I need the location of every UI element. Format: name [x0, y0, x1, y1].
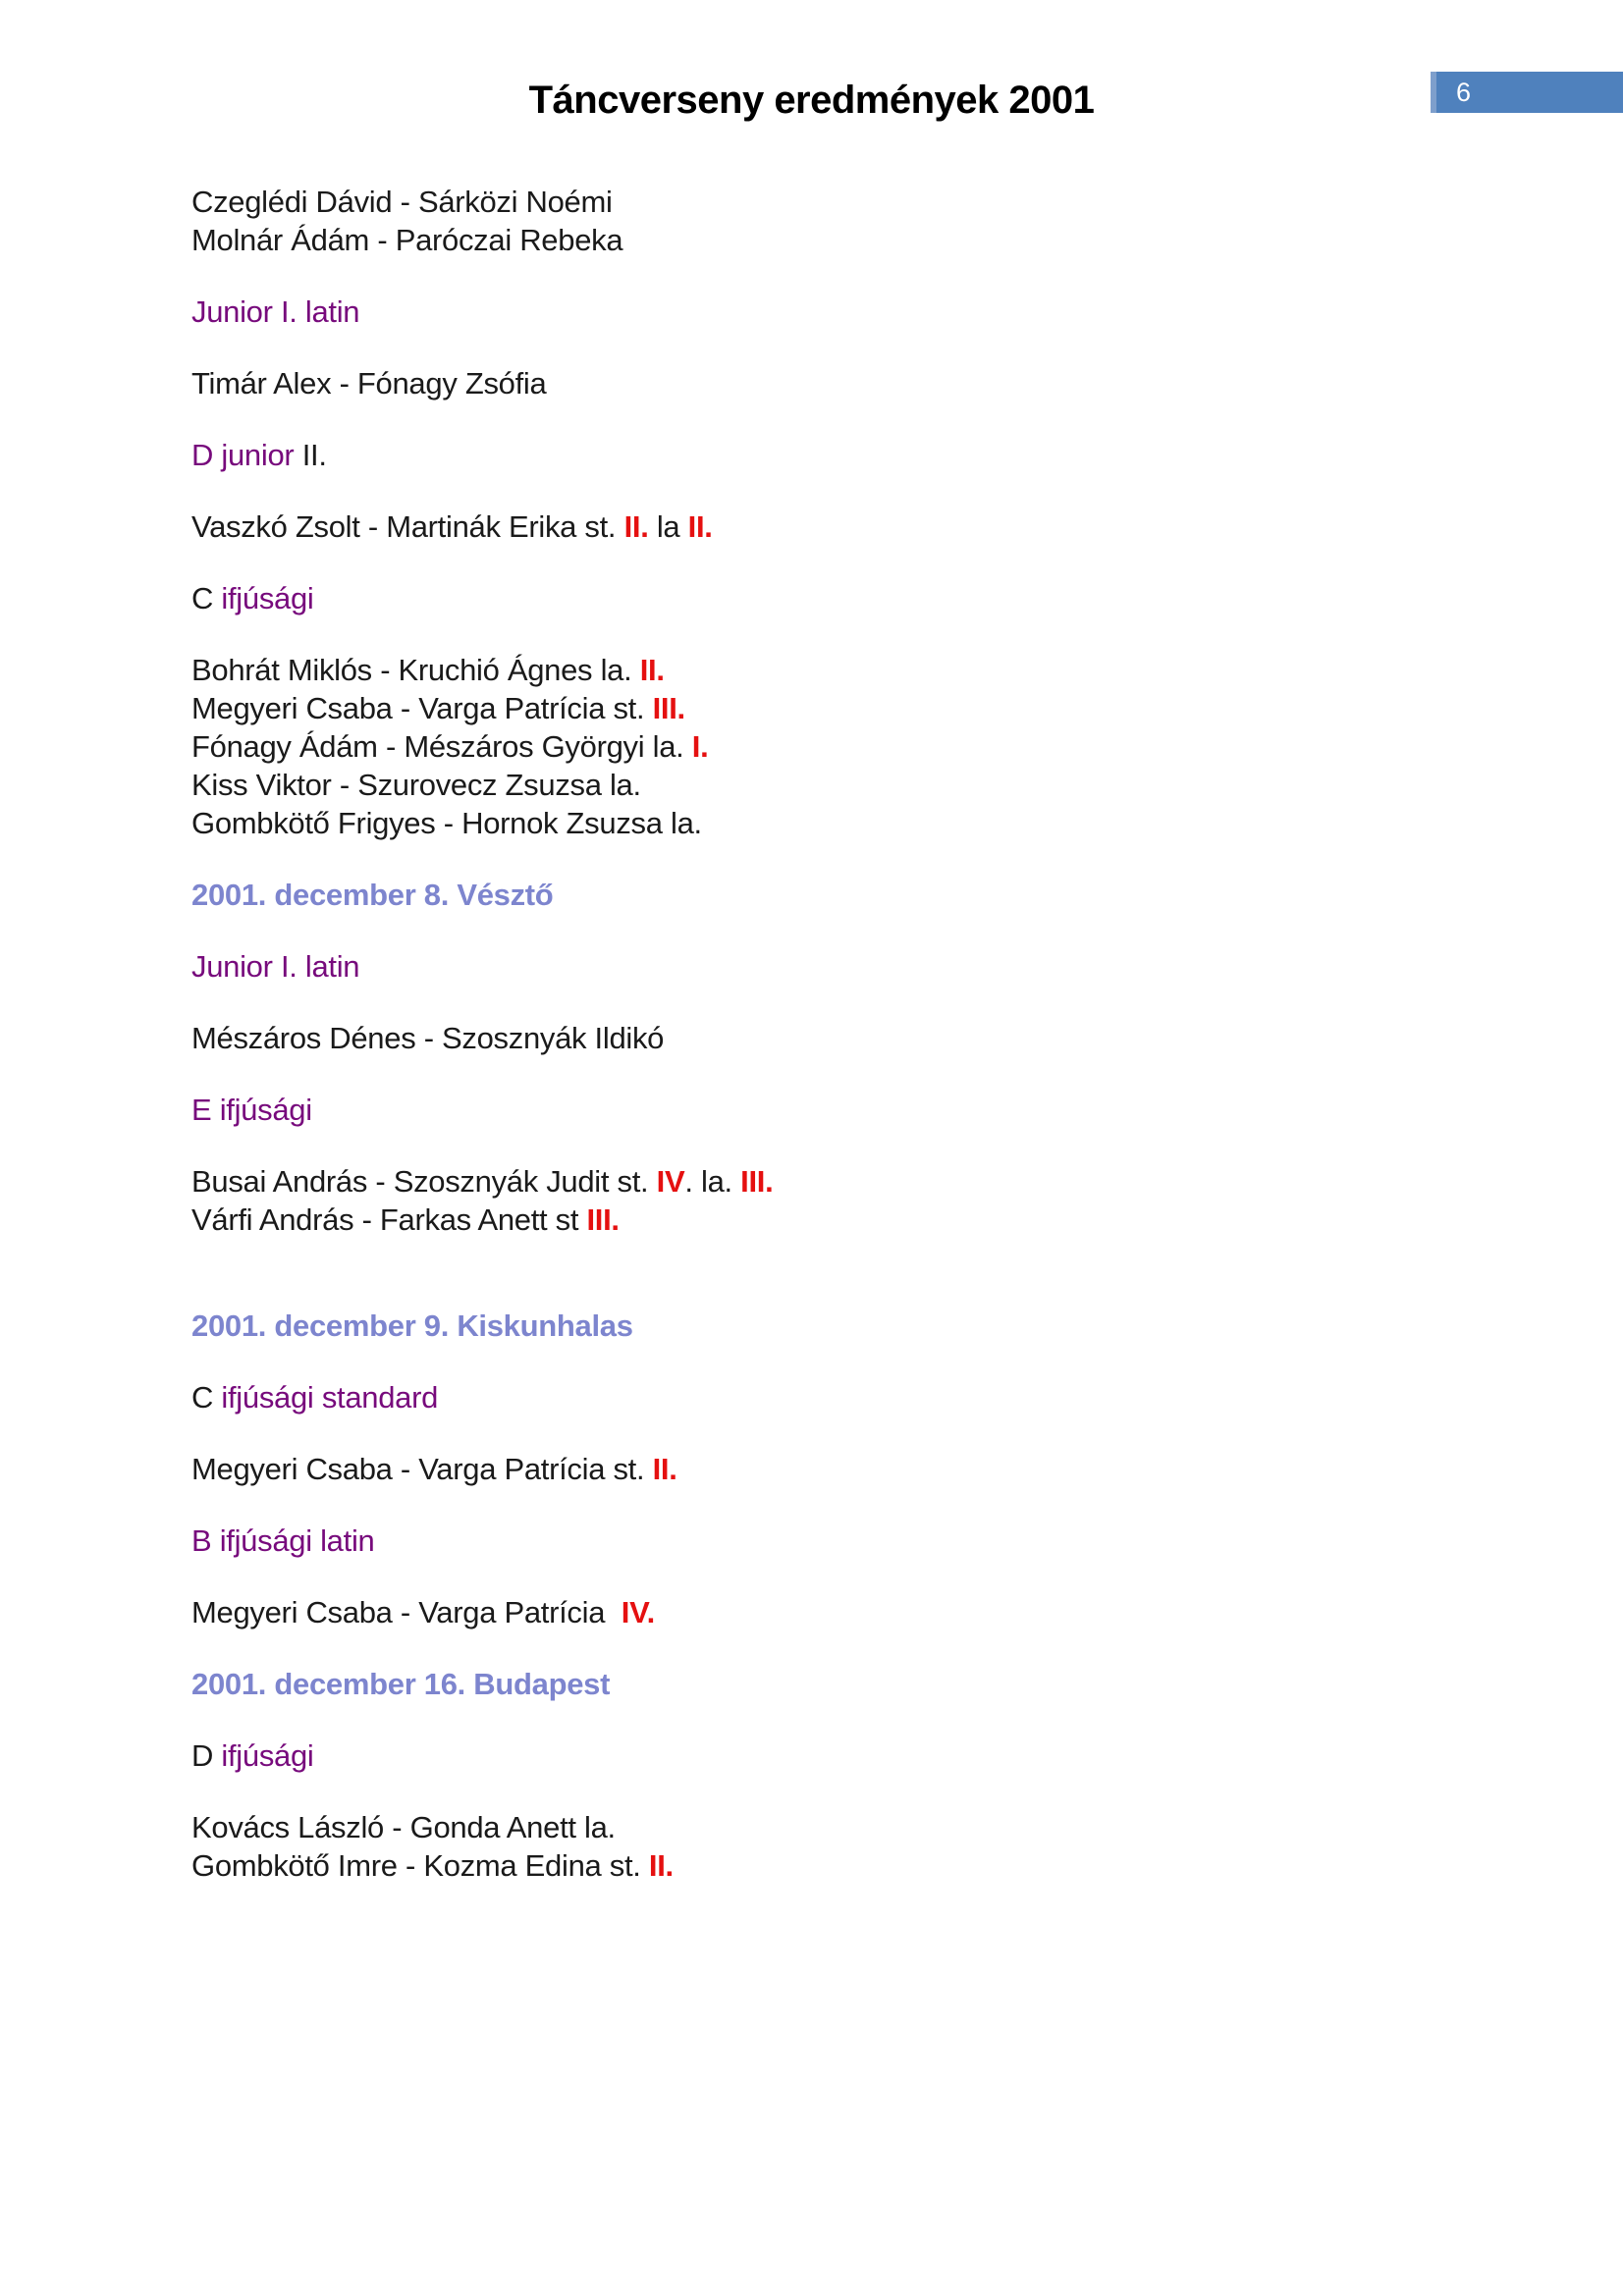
name-text: C	[191, 581, 222, 615]
text-line	[191, 1846, 1554, 1885]
name-text: Megyeri Csaba - Varga Patrícia st.	[191, 691, 653, 725]
placement-rank: II.	[652, 1452, 677, 1486]
date-block	[191, 1272, 1554, 1345]
category-label: B ifjúsági latin	[191, 1523, 375, 1558]
name-text: Fónagy Ádám - Mészáros Györgyi la.	[191, 729, 692, 764]
category-label: Junior I. latin	[191, 949, 360, 984]
text-line	[191, 947, 1554, 986]
text-line	[191, 689, 1554, 727]
placement-rank: III.	[652, 691, 685, 725]
name-text: C	[191, 1380, 214, 1415]
category-label: ifjúsági standard	[213, 1380, 439, 1415]
text-line	[191, 1665, 1554, 1703]
placement-rank: IV.	[621, 1595, 655, 1629]
name-text: Vaszkó Zsolt - Martinák Erika st.	[191, 509, 624, 544]
text-line	[191, 876, 1554, 914]
name-text: Kiss Viktor - Szurovecz Zsuzsa la.	[191, 768, 641, 802]
event-date-heading: 2001. december 9. Kiskunhalas	[191, 1308, 633, 1343]
text-line	[191, 436, 1554, 474]
name-text: Megyeri Csaba - Varga Patrícia st.	[191, 1452, 653, 1486]
name-text: Busai András - Szosznyák Judit st.	[191, 1164, 657, 1199]
placement-rank: I.	[691, 729, 709, 764]
text-line	[191, 1593, 1554, 1631]
names-block	[191, 507, 1554, 546]
date-block	[191, 876, 1554, 914]
text-line	[191, 1736, 1554, 1775]
text-line	[191, 804, 1554, 842]
text-line	[191, 507, 1554, 546]
name-text: Timár Alex - Fónagy Zsófia	[191, 366, 547, 400]
category-block	[191, 1522, 1554, 1560]
name-text: II.	[301, 438, 327, 472]
name-text: Molnár Ádám - Paróczai Rebeka	[191, 223, 623, 257]
text-line	[191, 364, 1554, 402]
event-date-heading: 2001. december 16. Budapest	[191, 1667, 611, 1701]
text-line	[191, 1378, 1554, 1416]
placement-rank: II.	[648, 1848, 674, 1883]
text-line	[191, 727, 1554, 766]
category-label: E ifjúsági	[191, 1093, 312, 1127]
category-block	[191, 1736, 1554, 1775]
name-text: . la.	[684, 1164, 741, 1199]
category-block	[191, 1091, 1554, 1129]
document-body	[191, 183, 1554, 1918]
placement-rank: II.	[623, 509, 649, 544]
category-label: ifjúsági	[213, 1738, 314, 1773]
text-line	[191, 651, 1554, 689]
category-block	[191, 436, 1554, 474]
name-text: Bohrát Miklós - Kruchió Ágnes la.	[191, 653, 640, 687]
name-text: Várfi András - Farkas Anett st	[191, 1202, 587, 1237]
names-block	[191, 651, 1554, 842]
text-line	[191, 766, 1554, 804]
names-block	[191, 1450, 1554, 1488]
names-block	[191, 1162, 1554, 1239]
text-line	[191, 1450, 1554, 1488]
placement-rank: II.	[687, 509, 713, 544]
names-block	[191, 364, 1554, 402]
names-block	[191, 1593, 1554, 1631]
category-label: Junior I. latin	[191, 294, 360, 329]
name-text: Czeglédi Dávid - Sárközi Noémi	[191, 185, 613, 219]
placement-rank: III.	[740, 1164, 774, 1199]
names-block	[191, 1808, 1554, 1885]
event-date-heading: 2001. december 8. Vésztő	[191, 878, 554, 912]
text-line	[191, 579, 1554, 617]
text-line	[191, 293, 1554, 331]
date-block	[191, 1665, 1554, 1703]
name-text: Mészáros Dénes - Szosznyák Ildikó	[191, 1021, 665, 1055]
name-text: Megyeri Csaba - Varga Patrícia	[191, 1595, 622, 1629]
name-text: D	[191, 1738, 214, 1773]
page-number-badge	[1431, 72, 1623, 113]
text-line	[191, 1019, 1554, 1057]
text-line	[191, 1522, 1554, 1560]
text-line	[191, 1201, 1554, 1239]
name-text: Gombkötő Frigyes - Hornok Zsuzsa la.	[191, 806, 702, 840]
category-block	[191, 579, 1554, 617]
placement-rank: III.	[586, 1202, 620, 1237]
names-block	[191, 1019, 1554, 1057]
names-block	[191, 183, 1554, 259]
placement-rank: IV	[656, 1164, 685, 1199]
name-text: la	[648, 509, 688, 544]
category-label: ifjúsági	[221, 581, 314, 615]
text-line	[191, 1091, 1554, 1129]
category-block	[191, 293, 1554, 331]
text-line	[191, 1307, 1554, 1345]
text-line	[191, 221, 1554, 259]
page-number: 6	[1456, 78, 1472, 107]
text-line	[191, 183, 1554, 221]
category-block	[191, 1378, 1554, 1416]
category-block	[191, 947, 1554, 986]
placement-rank: II.	[639, 653, 665, 687]
text-line	[191, 1808, 1554, 1846]
name-text: Kovács László - Gonda Anett la.	[191, 1810, 616, 1844]
text-line	[191, 1162, 1554, 1201]
name-text: Gombkötő Imre - Kozma Edina st.	[191, 1848, 649, 1883]
category-label: D junior	[191, 438, 302, 472]
page-title: Táncverseny eredmények 2001	[528, 79, 1095, 122]
